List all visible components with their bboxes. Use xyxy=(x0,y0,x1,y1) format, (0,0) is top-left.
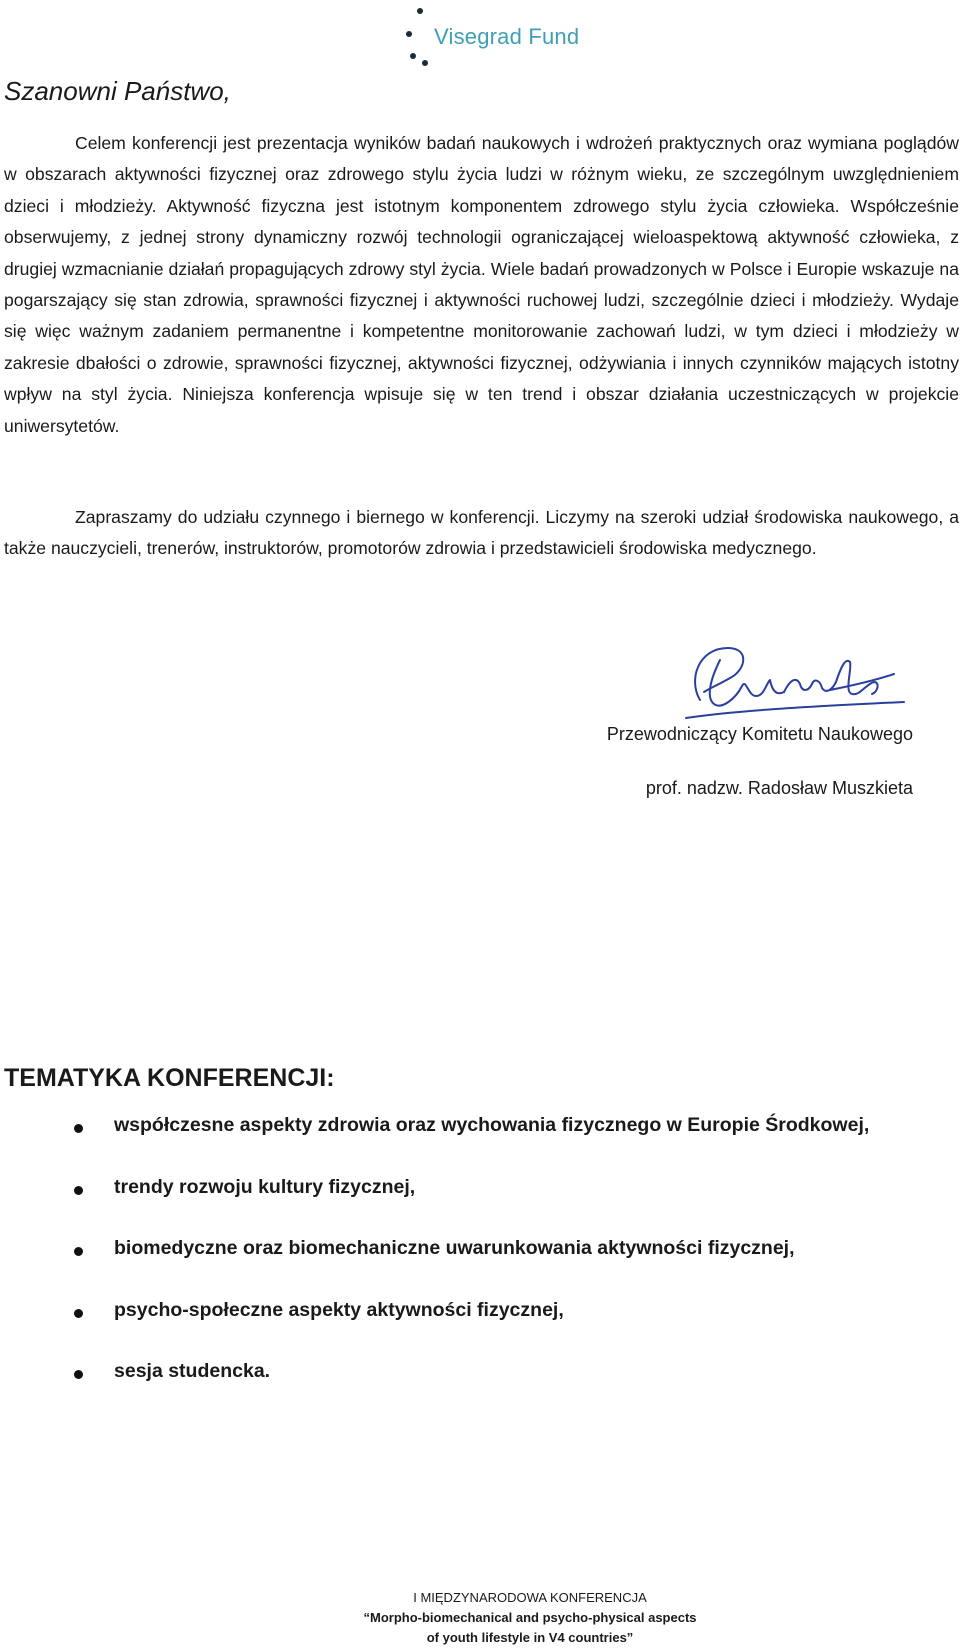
visegrad-fund-logo xyxy=(402,0,580,70)
topic-text: sesja studencka. xyxy=(114,1360,271,1382)
bullet-icon xyxy=(74,1247,83,1256)
bullet-icon xyxy=(74,1309,83,1318)
topic-text: trendy rozwoju kultury fizycznej, xyxy=(114,1175,416,1198)
body-paragraph: Zapraszamy do udziału czynnego i biernego w konferencji. Liczymy na szeroki udział środowiska naukowego, a także nauczycieli, trenerów, instruktorów, promotorów zdrowia i przedstawicieli środowiska medycznego. xyxy=(4,507,959,559)
topics-heading: TEMATYKA KONFERENCJI: xyxy=(4,1064,335,1092)
topic-text: współczesne aspekty zdrowia oraz wychowania fizycznego w Europie Środkowej, xyxy=(114,1114,870,1136)
footer xyxy=(230,1588,830,1648)
greeting: Szanowni Państwo, xyxy=(4,76,231,106)
logo-text: Visegrad Fund xyxy=(434,24,580,49)
body-paragraph: Celem konferencji jest prezentacja wyników badań naukowych i wdrożeń praktycznych oraz wymiana poglądów w obszarach aktywności fizycznej oraz zdrowego stylu życia ludzi w różnym wieku, ze szczególnym uwzględnieniem dzieci i młodzieży. Aktywność fizyczna jest istotnym komponentem zdrowego stylu życia człowieka. Współcześnie obserwujemy, z jednej strony dynamiczny rozwój technologii ograniczającej wieloaspektową aktywność człowieka, z drugiej wzmacnianie działań propagujących zdrowy styl życia. Wiele badań prowadzonych w Polsce i Europie wskazuje na pogarszający się stan zdrowia, sprawności fizycznej i aktywności ruchowej ludzi, szczególnie dzieci i młodzieży. Wydaje się więc ważnym zadaniem permanentne i kompetentne monitorowanie zachowań ludzi, w tym dzieci i młodzieży w zakresie dbałości o zdrowie, sprawności fizycznej, aktywności fizycznej, odżywiania i innych czynników mających istotny wpływ na styl życia. Niniejsza konferencja wpisuje się w ten trend i obszar działania uczestniczących w projekcie uniwersytetów. xyxy=(4,133,959,436)
topic-text: biomedyczne oraz biomechaniczne uwarunkowania aktywności fizycznej, xyxy=(114,1237,795,1259)
footer-subtitle-line-2: of youth lifestyle in V4 countries” xyxy=(426,1630,634,1645)
bullet-icon xyxy=(74,1124,83,1133)
bullet-icon xyxy=(74,1370,83,1379)
handwritten-signature xyxy=(680,640,910,730)
signature-name: prof. nadzw. Radosław Muszkieta xyxy=(645,778,913,798)
signature-role: Przewodniczący Komitetu Naukowego xyxy=(606,724,913,744)
footer-subtitle-line-1: “Morpho-biomechanical and psycho-physical aspects xyxy=(363,1610,697,1625)
footer-conference-title: I MIĘDZYNARODOWA KONFERENCJA xyxy=(413,1590,647,1605)
topic-text: psycho-społeczne aspekty aktywności fizycznej, xyxy=(114,1298,564,1321)
bullet-icon xyxy=(74,1186,83,1195)
